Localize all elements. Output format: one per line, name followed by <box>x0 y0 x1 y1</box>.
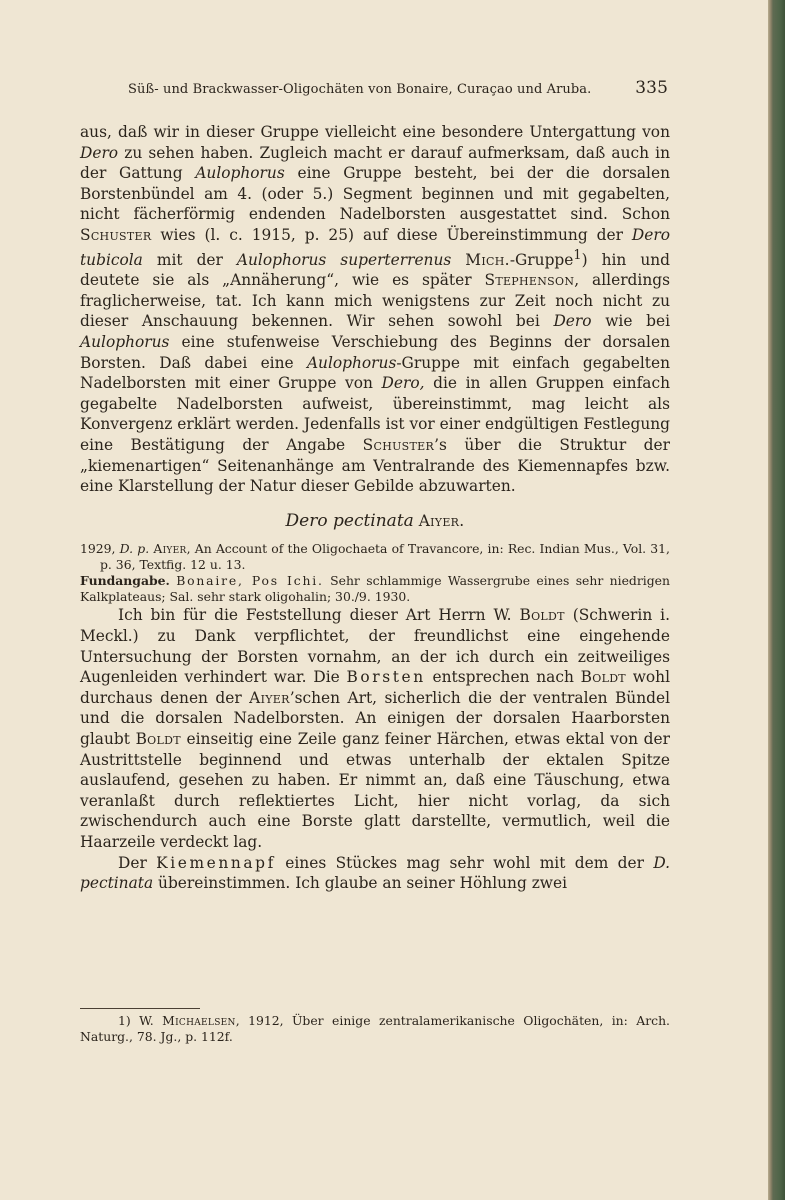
locality-record <box>80 573 670 605</box>
text-run <box>451 251 465 269</box>
text-run: Der <box>118 853 157 872</box>
paragraph-3 <box>80 853 670 894</box>
paragraph-1 <box>80 122 670 497</box>
text-run: wie bei <box>591 312 670 331</box>
page-number: 335 <box>635 78 668 98</box>
genus-name: Aulophorus <box>80 333 170 352</box>
text-run: aus, daß wir in dieser Gruppe vielleicht eine besondere Untergattung von <box>80 123 670 141</box>
author-name: Boldt <box>135 729 181 748</box>
author-name: Mich. <box>465 250 510 269</box>
author-name: Boldt <box>519 606 565 625</box>
species-title: Dero pectinata <box>285 510 414 531</box>
footnote-marker: 1 <box>573 247 582 263</box>
text-run: (Schwerin i. Meckl.) zu Dank verpflichtet, der freundlichst eine eingehende Untersuchung der Borsten vornahm, an der ich durch ein zeitweiliges Augenleiden verhindert war. Die <box>80 606 671 687</box>
text-run: die in allen Gruppen einfach gegabelte Nadelborsten aufweist, übereinstimmt, mag leicht als Konvergenz erklärt werden. Jedenfalls ist vor einer endgültigen Festlegung eine Bestätigung der Angabe <box>80 374 670 455</box>
species-name: D. pectinata <box>80 853 670 893</box>
text-run: eine stufenweise Verschiebung des Beginns der dorsalen Borsten. Daß dabei eine <box>80 333 670 372</box>
spaced-term: Borsten <box>346 668 426 687</box>
text-run: Ich bin für die Feststellung dieser Art Herrn W. <box>118 606 520 625</box>
species-name: Aulophorus superterrenus <box>236 250 452 269</box>
text-run: übereinstimmen. Ich glaube an seiner Höhlung zwei <box>153 874 568 893</box>
text-run: ’schen Art, sicherlich die der ventralen Bündel und die dorsalen Nadelborsten. An einigen der dorsalen Haarborsten glaubt <box>80 688 670 748</box>
author-name: Schuster <box>80 225 152 244</box>
main-text <box>80 122 670 894</box>
author-name: Aiyer <box>153 541 187 557</box>
text-run: Sehr schlammige Wassergrube eines sehr niedrigen Kalkplateaus; Sal. sehr stark oligohalin; 30./9. 1930. <box>80 573 670 605</box>
text-run: ) hin und deutete sie als „Annäherung“, wie es später <box>80 250 670 290</box>
genus-name: Aulophorus <box>195 164 285 183</box>
text-run: , allerdings fraglicherweise, tat. Ich kann mich wenigstens zur Zeit noch nicht zu dieser Anschauung bekennen. Wir sehen sowohl bei <box>80 271 670 331</box>
running-title: Süß- und Brackwasser-Oligochäten von Bonaire, Curaçao und Aruba. <box>128 82 592 97</box>
text-run: eine Gruppe besteht, bei der die dorsalen Borstenbündel am 4. (oder 5.) Segment beginnen und mit gegabelten, nicht fächerförmig endenden Nadelborsten ausgestattet sind. Schon <box>80 164 671 224</box>
text-run: , An Account of the Oligochaeta of Travancore, in: Rec. Indian Mus., Vol. 31, p. 36, Textfig. 12 u. 13. <box>100 541 670 573</box>
text-run: 1) W. <box>118 1013 163 1028</box>
footnote <box>80 1013 670 1045</box>
author-name: Stephenson <box>484 271 575 290</box>
book-spine-edge <box>768 0 785 1200</box>
text-run: , 1912, Über einige zentralamerikanische Oligochäten, in: Arch. Naturg., 78. Jg., p. 112f. <box>80 1013 670 1044</box>
genus-name: Dero <box>553 312 592 331</box>
genus-name: Dero <box>80 143 119 162</box>
locality-name: Bonaire, Pos Ichi. <box>176 573 324 589</box>
author-name: Boldt <box>580 668 626 687</box>
literature-reference <box>80 541 670 573</box>
footnote-rule <box>80 1008 200 1009</box>
text-run: wohl durchaus denen der <box>80 668 670 707</box>
text-run: zu sehen haben. Zugleich macht er darauf aufmerksam, daß auch in der Gattung <box>80 143 670 183</box>
species-author: Aiyer. <box>418 511 465 530</box>
locality-label: Fundangabe. <box>80 573 170 589</box>
spaced-term: Kiemennapf <box>156 853 276 872</box>
text-run: -Gruppe mit einfach gegabelten Nadelborsten mit einer Gruppe von <box>80 353 670 393</box>
text-run: wies (l. c. 1915, p. 25) auf diese Übereinstimmung der <box>151 225 632 244</box>
species-abbrev: D. p. <box>119 541 150 557</box>
footnote-text <box>80 1013 670 1045</box>
genus-name: Aulophorus <box>306 353 397 372</box>
text-run: entsprechen nach <box>425 668 581 687</box>
genus-name: Dero, <box>381 374 425 393</box>
author-name: Schuster <box>362 436 435 455</box>
author-name: Aiyer <box>249 688 290 707</box>
text-run: 1929, <box>80 541 120 557</box>
text-run: eines Stückes mag sehr wohl mit dem der <box>275 853 654 872</box>
text-run: ’s über die Struktur der „kiemenartigen“ Seitenanhänge am Ventralrande des Kiemennapfes bzw. eine Klarstellung der Natur dieser Gebilde abzuwarten. <box>80 436 670 496</box>
text-run: -Gruppe <box>509 250 574 269</box>
text-run: mit der <box>142 250 237 269</box>
text-run: einseitig eine Zeile ganz feiner Härchen, etwas ektal von der Austrittstelle beginnend und etwas unterhalb der ektalen Spitze auslaufend, gesehen zu haben. Er nimmt an, daß eine Täuschung, etwa veranlaßt durch reflektiertes Licht, hier nicht vorlag, da sich zwischendurch auch eine Borste glatt darstellte, vermutlich, weil die Haarzeile verdeckt lag. <box>80 729 671 851</box>
species-name: Dero tubicola <box>80 225 670 269</box>
paragraph-2 <box>80 605 670 852</box>
species-heading <box>80 511 670 532</box>
author-name: Michaelsen <box>162 1013 236 1028</box>
